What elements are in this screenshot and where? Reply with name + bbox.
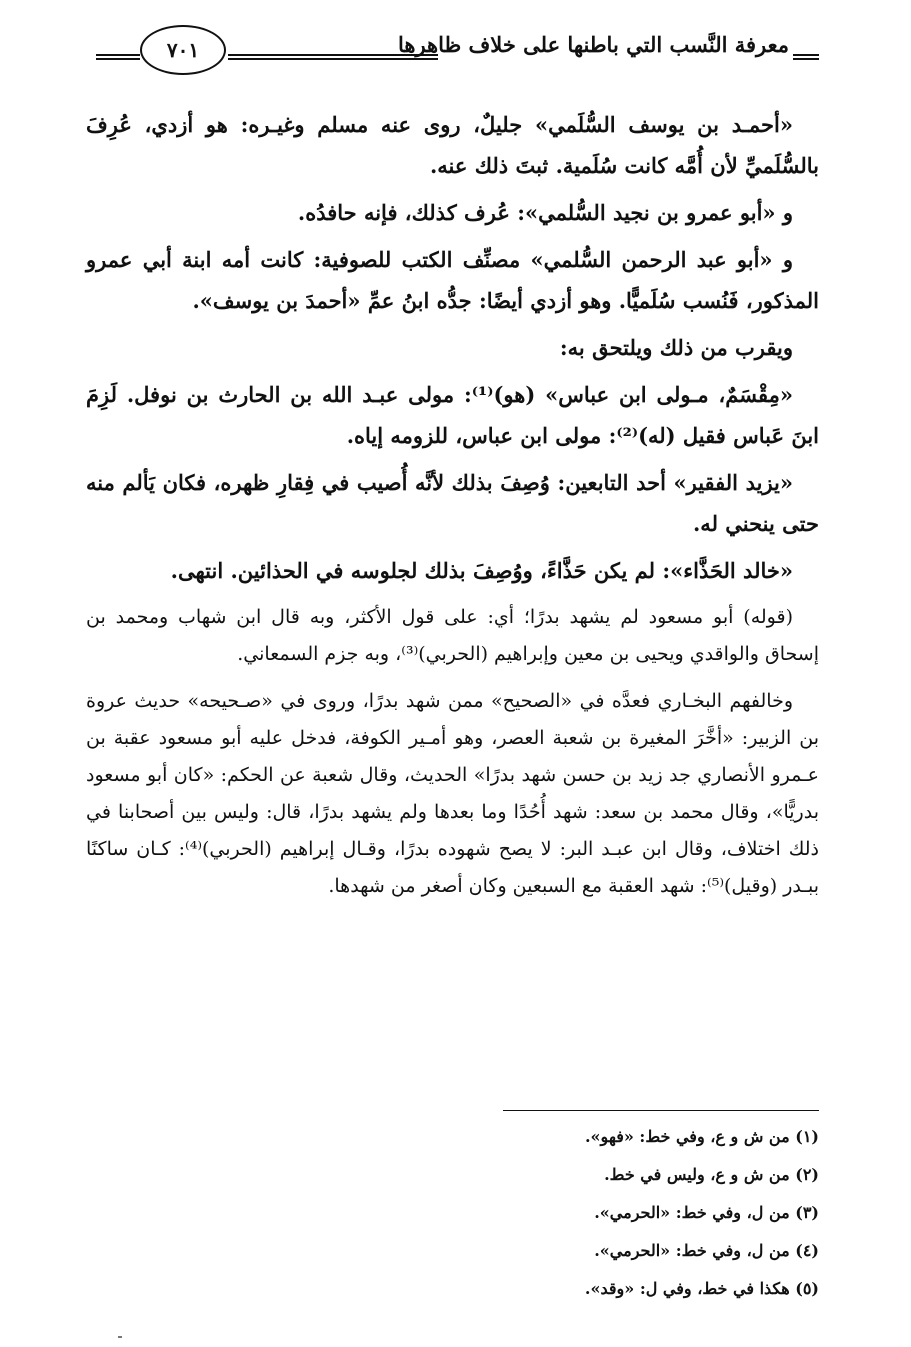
paragraph-abu-abd-al-rahman: و «أبو عبد الرحمن السُّلمي» مصنِّف الكتب للصوفية: كانت أمه ابنة أبي عمرو المذكور، فَنُسب سُلَميًّا. وهو أزدي أيضًا: جدُّه ابنُ عمِّ «أحمدَ بن يوسف». <box>86 247 819 313</box>
footnote-divider <box>503 1110 819 1111</box>
footnote-5: (٥) هكذا في خط، وفي ل: «وقد». <box>584 1279 819 1298</box>
paragraph-abu-amr: و «أبو عمرو بن نجيد السُّلمي»: عُرف كذلك، فإنه حافدُه. <box>297 200 793 225</box>
footnote-4: (٤) من ل، وفي خط: «الحرمي». <box>594 1241 819 1260</box>
header-rule-left <box>96 54 140 60</box>
header-rule-middle <box>228 54 438 60</box>
footnote-2: (٢) من ش و ع، وليس في خط. <box>604 1165 819 1184</box>
header-rule-right <box>793 54 819 60</box>
paragraph-ahmad-ibn-yusuf: «أحمـد بن يوسف السُّلَمي» جليلٌ، روى عنه مسلم وغيـره: هو أزدي، عُرِفَ بالسُّلَميِّ لأن أُمَّه كانت سُلَمية. ثبتَ ذلك عنه. <box>86 112 819 178</box>
commentary-paragraph-2: وخالفهم البخـاري فعدَّه في «الصحيح» ممن شهد بدرًا، وروى في «صـحيحه» حديث عروة بن الزبير: «أخَّرَ المغيرة بن شعبة العصر، وهو أمـير الكوفة، فدخل عليه أبو مسعود عقبة بن عـمرو الأنصاري جد زيد بن حسن شهد بدرًا» الحديث، وقال شعبة عن الحكم: «كان أبو مسعود بدريًّا»، وقال محمد بن سعد: شهد أُحُدًا وما بعدها ولم يشهد بدرًا، قال: وليس بين أصحابنا في ذلك اختلاف، وقال ابن عبـد البر: لا يصح شهوده بدرًا، وقـال إبراهيم (الحربي)⁽⁴⁾: كـان ساكنًا ببـدر (وقيل)⁽⁵⁾: شهد العقبة مع السبعين وكان أصغر من شهدها. <box>86 690 819 897</box>
page-number: ٧٠١ <box>140 25 226 75</box>
paragraph-miqsam: «مِقْسَمٌ، مـولى ابن عباس» (هو)⁽¹⁾: مولى عبـد الله بن الحارث بن نوفل. لَزِمَ ابنَ عَباس فقيل (له)⁽²⁾: مولى ابن عباس، للزومه إياه. <box>86 382 819 448</box>
paragraph-transition: ويقرب من ذلك ويلتحق به: <box>559 335 793 360</box>
main-text <box>86 104 819 905</box>
footnote-1: (١) من ش و ع، وفي خط: «فهو». <box>584 1127 819 1146</box>
paragraph-yazid-al-faqir: «يزيد الفقير» أحد التابعين: وُصِفَ بذلك لأنَّه أُصيب في فِقارِ ظهره، فكان يَألم منه حتى ينحني له. <box>86 470 819 536</box>
footnotes <box>300 1126 819 1316</box>
commentary-paragraph-1: (قوله) أبو مسعود لم يشهد بدرًا؛ أي: على قول الأكثر، وبه قال ابن شهاب ومحمد بن إسحاق والواقدي ويحيى بن معين وإبراهيم (الحربي)⁽³⁾، وبه جزم السمعاني. <box>86 606 819 665</box>
print-speck <box>118 1336 122 1338</box>
running-title: معرفة النَّسب التي باطنها على خلاف ظاهرها <box>397 32 789 57</box>
paragraph-khalid-al-hadhdha: «خالد الحَذَّاء»: لم يكن حَذَّاءً، ووُصِفَ بذلك لجلوسه في الحذائين. انتهى. <box>170 558 793 583</box>
footnote-3: (٣) من ل، وفي خط: «الحرمي». <box>594 1203 819 1222</box>
running-header <box>96 22 819 74</box>
